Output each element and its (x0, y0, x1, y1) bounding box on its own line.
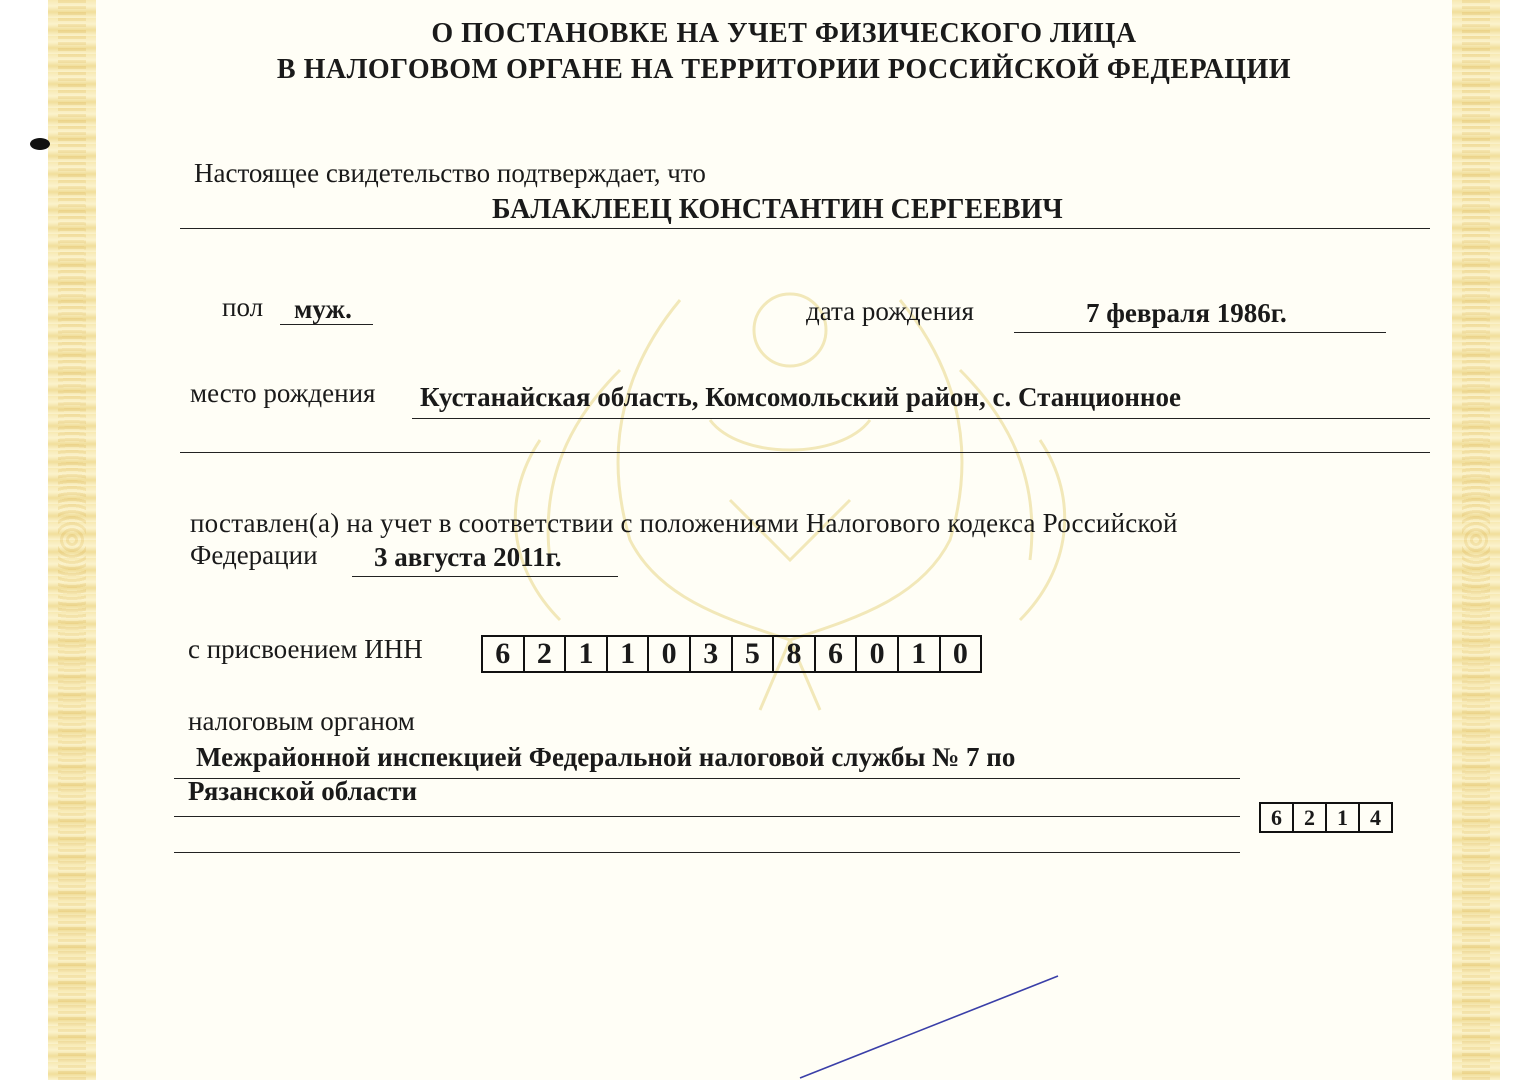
birth-place-label: место рождения (190, 378, 376, 408)
inn-digit: 1 (608, 637, 650, 671)
registration-federation-label: Федерации (190, 540, 318, 570)
inn-digit: 3 (691, 637, 733, 671)
authority-name-line-1: Межрайонной инспекцией Федеральной налоговой службы № 7 по (196, 742, 1016, 772)
inn-boxes (481, 635, 982, 673)
birth-date-label: дата рождения (806, 296, 974, 326)
authority-underline-3 (174, 852, 1240, 853)
watermark-eagle-emblem (480, 240, 1100, 760)
inn-label: с присвоением ИНН (188, 634, 423, 664)
authority-code-digit: 4 (1370, 804, 1381, 830)
intro-text: Настоящее свидетельство подтверждает, что (194, 158, 706, 188)
birth-place-underline (412, 418, 1430, 419)
birth-place-value: Кустанайская область, Комсомольский район, с. Станционное (420, 382, 1181, 412)
name-underline (180, 228, 1430, 229)
birth-date-value: 7 февраля 1986г. (1086, 298, 1287, 328)
registration-date-underline (352, 576, 618, 577)
authority-code-digit: 1 (1327, 804, 1360, 831)
authority-code-digit: 2 (1294, 804, 1327, 831)
inn-digit: 8 (774, 637, 816, 671)
document-title-line-2: В НАЛОГОВОМ ОРГАНЕ НА ТЕРРИТОРИИ РОССИЙСКОЙ ФЕДЕРАЦИИ (276, 54, 1292, 85)
inn-digit: 6 (816, 637, 858, 671)
inn-digit: 5 (733, 637, 775, 671)
authority-name-line-2: Рязанской области (188, 776, 418, 806)
birth-place-extra-line (180, 452, 1430, 453)
sex-label: пол (222, 292, 264, 322)
document-title-line-1: О ПОСТАНОВКЕ НА УЧЕТ ФИЗИЧЕСКОГО ЛИЦА (431, 18, 1137, 49)
authority-code-digit: 6 (1261, 804, 1294, 831)
inn-digit: 0 (857, 637, 899, 671)
inn-digit: 6 (483, 637, 525, 671)
person-full-name: БАЛАКЛЕЕЦ КОНСТАНТИН СЕРГЕЕВИЧ (492, 194, 1063, 225)
birth-date-underline (1014, 332, 1386, 333)
registration-date-value: 3 августа 2011г. (374, 542, 562, 572)
inn-digit: 0 (952, 637, 968, 670)
authority-code-boxes (1259, 802, 1393, 833)
authority-underline-2 (174, 816, 1240, 817)
ink-spot (30, 138, 50, 150)
decorative-border-left (48, 0, 96, 1080)
signature-stroke (790, 970, 1070, 1080)
authority-label: налоговым органом (188, 706, 415, 736)
inn-digit: 1 (566, 637, 608, 671)
decorative-border-right (1452, 0, 1500, 1080)
inn-digit: 2 (525, 637, 567, 671)
inn-digit: 1 (899, 637, 941, 671)
inn-digit: 0 (649, 637, 691, 671)
registration-text-line-1: поставлен(а) на учет в соответствии с положениями Налогового кодекса Российской (190, 508, 1178, 538)
sex-value: муж. (294, 294, 352, 324)
sex-underline (280, 324, 373, 325)
